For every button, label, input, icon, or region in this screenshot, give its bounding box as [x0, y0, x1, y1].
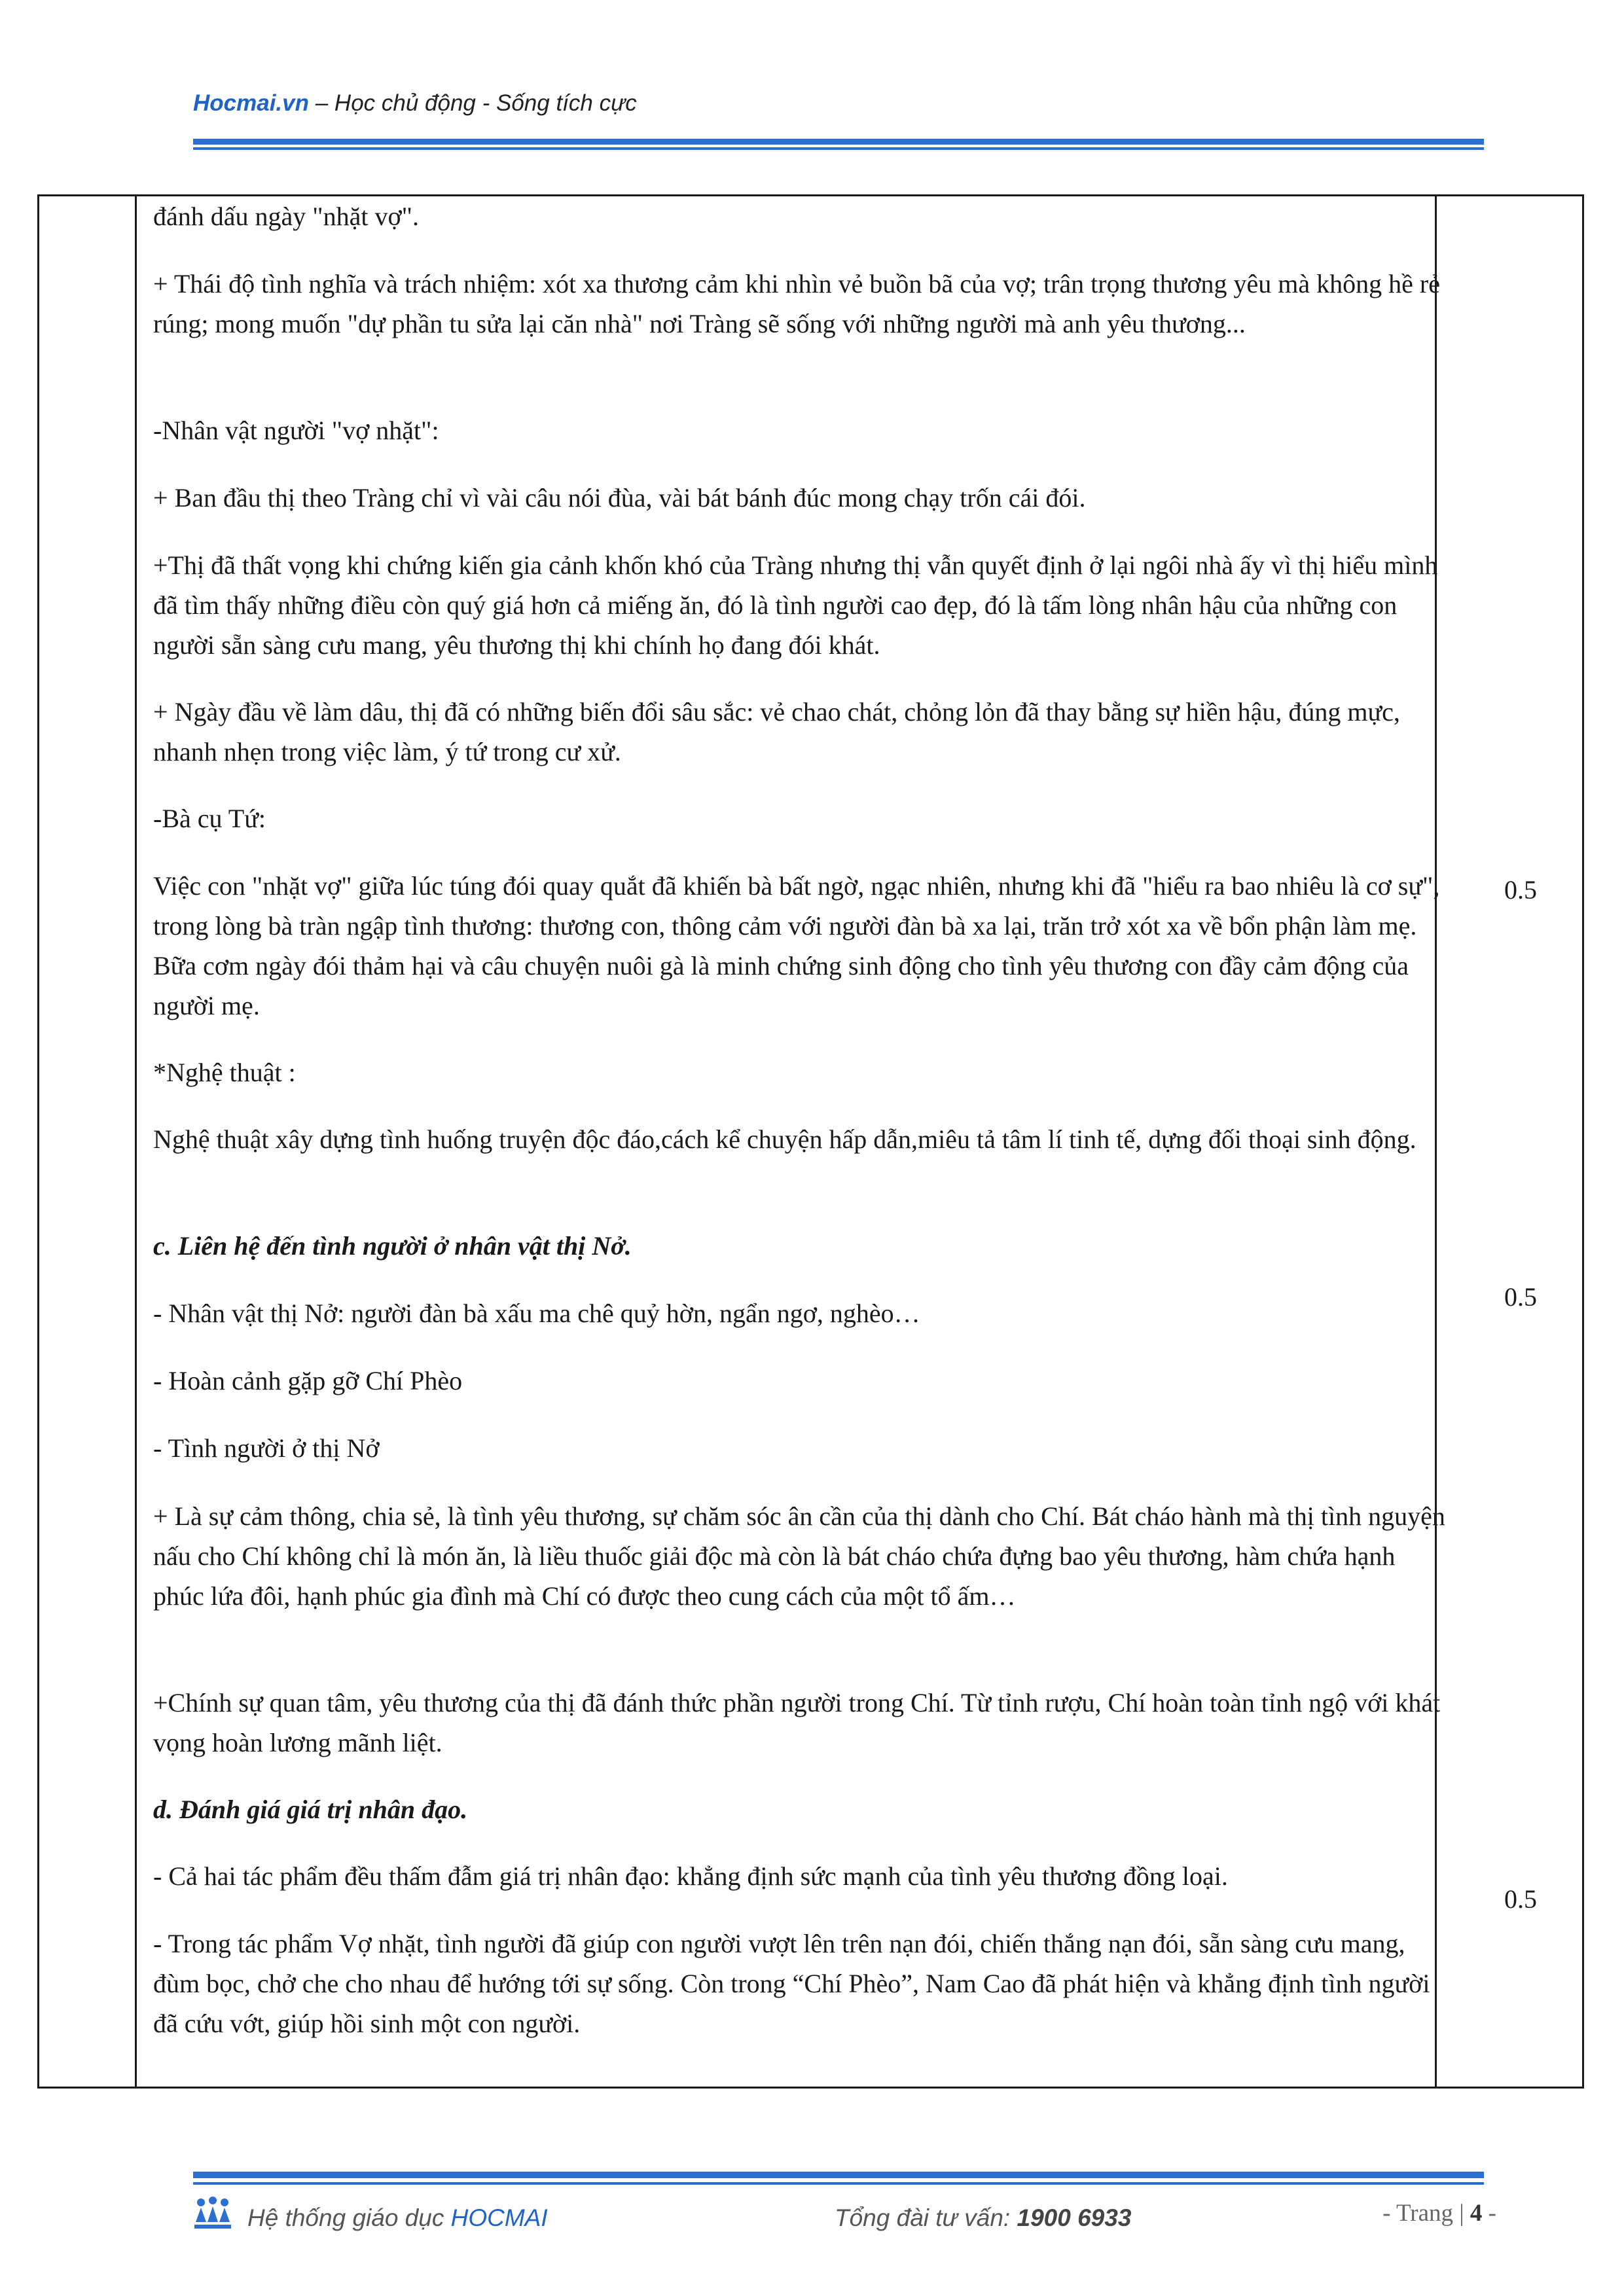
paragraph: *Nghệ thuật :	[153, 1058, 296, 1087]
paragraph: +Chính sự quan tâm, yêu thương của thị đã đánh thức phần người trong Chí. Từ tỉnh rượu, Chí hoàn toàn tỉnh ngộ với khát vọng hoàn lương mãnh liệt.	[153, 1688, 1441, 1757]
paragraph: - Tình người ở thị Nở	[153, 1433, 380, 1463]
paragraph: đánh dấu ngày "nhặt vợ".	[153, 202, 419, 231]
header-rule	[193, 139, 1484, 145]
header-brand: Hocmai.vn	[193, 90, 309, 116]
footer-rule-thin	[193, 2182, 1484, 2185]
page-number-prefix: - Trang |	[1382, 2200, 1470, 2227]
paragraph: - Trong tác phẩm Vợ nhặt, tình người đã giúp con người vượt lên trên nạn đói, chiến thắng nạn đói, sẵn sàng cưu mang, đùm bọc, chở che cho nhau để hướng tới sự sống. Còn trong “Chí Phèo”, Nam Cao đã phát hiện và khẳng định tình người đã cứu vớt, giúp hồi sinh một con người.	[153, 1929, 1430, 2038]
paragraph: - Nhân vật thị Nở: người đàn bà xấu ma chê quỷ hờn, ngẩn ngơ, nghèo…	[153, 1299, 920, 1328]
paragraph: Việc con "nhặt vợ" giữa lúc túng đói quay quắt đã khiến bà bất ngờ, ngạc nhiên, nhưng khi đã "hiểu ra bao nhiêu là cơ sự", trong lòng bà tràn ngập tình thương: thương con, thông cảm với người đàn bà xa lại, trăn trở xót xa về bổn phận làm mẹ. Bữa cơm ngày đói thảm hại và câu chuyện nuôi gà là minh chứng sinh động cho tình yêu thương con đầy cảm động của người mẹ.	[153, 871, 1440, 1020]
header-slogan: – Học chủ động - Sống tích cực	[309, 90, 637, 116]
paragraph: + Là sự cảm thông, chia sẻ, là tình yêu thương, sự chăm sóc ân cần của thị dành cho Chí. Bát cháo hành mà thị tình nguyện nấu cho Chí không chỉ là món ăn, là liều thuốc giải độc mà còn là bát cháo chứa đựng bao yêu thương, hàm chứa hạnh phúc lứa đôi, hạnh phúc gia đình mà Chí có được theo cung cách của một tổ ấm…	[153, 1501, 1445, 1611]
footer-hotline-label: Tổng đài tư vấn:	[835, 2204, 1017, 2231]
footer-system	[247, 2204, 548, 2232]
section-heading: c. Liên hệ đến tình người ở nhân vật thị Nở.	[153, 1231, 632, 1261]
footer-hotline-number: 1900 6933	[1017, 2204, 1132, 2231]
page-number	[1382, 2199, 1496, 2227]
header-rule-thin	[193, 147, 1484, 150]
paragraph: + Ngày đầu về làm dâu, thị đã có những biến đổi sâu sắc: vẻ chao chát, chỏng lỏn đã thay bằng sự hiền hậu, đúng mực, nhanh nhẹn trong việc làm, ý tứ trong cư xử.	[153, 697, 1400, 766]
paragraph: Nghệ thuật xây dựng tình huống truyện độc đáo,cách kể chuyện hấp dẫn,miêu tả tâm lí tinh tế, dựng đối thoại sinh động.	[153, 1124, 1416, 1154]
footer-system-prefix: Hệ thống giáo dục	[247, 2204, 451, 2231]
footer-rule	[193, 2172, 1484, 2178]
answer-table	[37, 194, 1584, 2089]
paragraph: -Bà cụ Tứ:	[153, 804, 266, 833]
paragraph: - Cả hai tác phẩm đều thấm đẫm giá trị nhân đạo: khẳng định sức mạnh của tình yêu thương đồng loại.	[153, 1861, 1228, 1891]
footer-system-brand: HOCMAI	[450, 2204, 548, 2231]
page-number-value: 4	[1470, 2200, 1483, 2227]
paragraph: - Hoàn cảnh gặp gỡ Chí Phèo	[153, 1366, 463, 1395]
page-number-suffix: -	[1482, 2200, 1496, 2227]
score-cell: 0.5	[1504, 1282, 1537, 1312]
section-heading: d. Đánh giá giá trị nhân đạo.	[153, 1795, 468, 1824]
paragraph: + Ban đầu thị theo Tràng chỉ vì vài câu nói đùa, vài bát bánh đúc mong chạy trốn cái đói.	[153, 483, 1086, 512]
score-cell: 0.5	[1504, 875, 1537, 905]
footer-hotline	[835, 2204, 1131, 2232]
page-header	[193, 90, 637, 117]
paragraph: +Thị đã thất vọng khi chứng kiến gia cảnh khốn khó của Tràng nhưng thị vẫn quyết định ở lại ngôi nhà ấy vì thị hiểu mình đã tìm thấy những điều còn quý giá hơn cả miếng ăn, đó là tình người cao đẹp, đó là tấm lòng nhân hậu của những con người sẵn sàng cưu mang, yêu thương thị khi chính họ đang đói khát.	[153, 550, 1438, 660]
paragraph: + Thái độ tình nghĩa và trách nhiệm: xót xa thương cảm khi nhìn vẻ buồn bã của vợ; trân trọng thương yêu mà không hề rẻ rúng; mong muốn "dự phần tu sửa lại căn nhà" nơi Tràng sẽ sống với những người mà anh yêu thương...	[153, 269, 1440, 338]
score-cell: 0.5	[1504, 1884, 1537, 1914]
paragraph: -Nhân vật người "vợ nhặt":	[153, 416, 439, 445]
column-divider-1	[135, 196, 137, 2087]
hocmai-logo-icon	[193, 2196, 232, 2234]
